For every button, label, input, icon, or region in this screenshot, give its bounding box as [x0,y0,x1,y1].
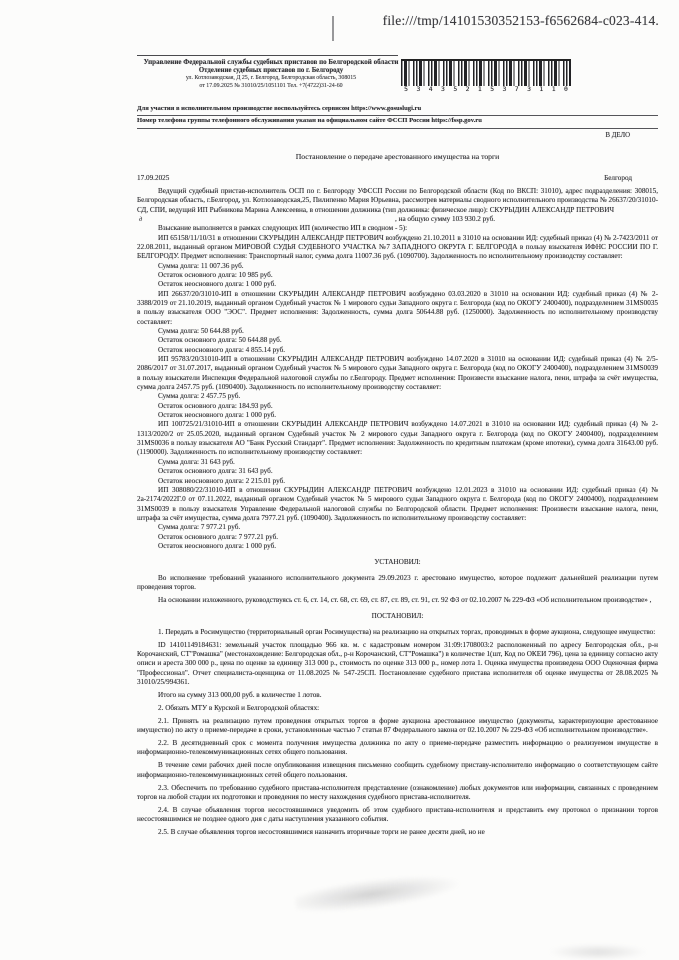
redaction-mark: д [139,215,143,223]
ip-debt-main: Остаток основного долга: 7 977.21 руб. [158,532,279,541]
ip-debt-other: Остаток неосновного долга: 1 000 руб. [158,411,277,420]
scan-smudge [548,944,648,960]
ip-block [137,355,658,420]
in-case-stamp: В ДЕЛО [605,131,630,139]
ip-debt-other: Остаток неосновного долга: 2 215.01 руб. [158,476,286,485]
letterhead [137,57,658,103]
postanovil-item: 2. Обязать МТУ в Курской и Белгородской областях: [158,703,320,712]
ustanovil-heading: УСТАНОВИЛ: [374,558,421,567]
org-name: Управление Федеральной службы судебных приставов по Белгородской области [143,58,399,66]
ip-debt-main: Остаток основного долга: 31 643 руб. [158,467,273,476]
org-address: ул. Котлозаводская, Д 25, г. Белгород, Белгородская область, 308015 [185,75,357,82]
ip-block [137,290,658,355]
postanovil-heading: ПОСТАНОВИЛ: [371,612,424,621]
scan-smudge [294,868,466,918]
postanovil-item: 2.3. Обеспечить по требованию судебного пристава-исполнителя представление (ознакомление) любых документов или информации, связанных с проведением торгов на любой стадии их подготовки и проведения по месту нахождения судебного пристава-исполнителя. [137,783,658,801]
total-debt-sum: , на общую сумму 103 930.2 руб. [395,214,496,223]
ip-debt-total: Сумма долга: 7 977.21 руб. [158,523,241,532]
ip-debt-other: Остаток неосновного долга: 4 855.14 руб. [158,345,286,354]
postanovil-item: 1. Передать в Росимущество (территориальный орган Росимущества) на реализацию на открытых торгах, проводимых в форме аукциона, следующее имущество: [158,627,656,636]
intro-paragraph: Ведущий судебный пристав-исполнитель ОСП по г. Белгороду УФССП России по Белгородской области (Код по ВКСП: 31010), адрес подразделения: 308015, Белгородская область, г.Белгород, ул. Котлозаводская,25, Пилипенко Мария Юрьевна, рассмотрев материалы сводного исполнительного производства № 26637/20/31010-СД, СПИ, ведущий ИП Рыбникова Марина Алексеевна, в отношении должника (тип должника: физическое лицо): СКУРЫДИН АЛЕКСАНДР ПЕТРОВИЧ [137,186,658,214]
ip-debt-total: Сумма долга: 2 457.75 руб. [158,392,241,401]
redacted-line [137,215,658,224]
ip-debt-main: Остаток основного долга: 184.93 руб. [158,401,273,410]
ip-debt-other: Остаток неосновного долга: 1 000 руб. [158,541,277,550]
ip-count-line: Взыскание выполняется в рамках следующих ИП (количество ИП в сводном - 5): [158,224,408,233]
barcode [401,59,571,94]
document-city: Белгород [604,173,632,182]
ip-text: ИП 100725/21/31010-ИП в отношении СКУРЫДИН АЛЕКСАНДР ПЕТРОВИЧ возбуждено 14.07.2021 в 31010 на основании ИД: судебный приказ (4) № 2-1313/2020/2 от 25.05.2020, выданный органом Судебный участок № 2 мирового судьи Западного округа г. Белгорода (код по ОКОГУ 2400400), подразделением 31MS0036 в пользу взыскателя АО "Банк Русский Стандарт". Предмет исполнения: Задолженность по кредитным платежам (кроме ипотеки), сумма долга 31643.00 руб. (1190000). Задолженность по исполнительному производству составляет: [137,420,658,457]
gosuslugi-notice: Для участия в исполнительном производстве воспользуйтесь сервисом https://www.gosuslugi.ru [137,103,658,116]
postanovil-item: 2.1. Принять на реализацию путем проведения открытых торгов в форме аукциона арестованное имущество (документы, характеризующие арестованное имущество) по акту о приеме-передаче в сроки, установленные частью 7 статьи 87 Федерального закона от 02.10.2007 № 229-ФЗ «Об исполнительном производстве». [137,716,658,735]
letterhead-org-block [137,58,405,90]
print-file-url: file:///tmp/14101530352153-f6562684-c023-414. [382,13,659,28]
ip-block [137,486,658,551]
ip-text: ИП 308080/22/31010-ИП в отношении СКУРЫДИН АЛЕКСАНДР ПЕТРОВИЧ возбуждено 12.01.2023 в 31010 на основании ИД: судебный приказ (4) № 2а-2174/2022Г.0 от 07.11.2022, выданный органом Судебный участок № 5 мирового судьи Западного округа г. Белгорода (код по ОКОГУ 2400400), подразделением 31MS0039 в пользу взыскателя Управление Федеральной налоговой службы по Белгородской области. Предмет исполнения: Произвести взыскание налога, пени, штрафа за счёт имущества, сумма долга 7977.21 руб. (1090400). Задолженность по исполнительному производству составляет: [137,485,658,522]
phone-notice: Номер телефона группы телефонного обслуживания указан на официальном сайте ФССП России https://fssp.gov.ru [137,116,658,129]
barcode-digits: 5 3 4 3 5 2 1 5 3 7 3 1 1 0 [404,85,568,93]
document-date: 17.09.2025 [137,173,170,182]
ip-text: ИП 65158/11/10/31 в отношении СКУРЫДИН АЛЕКСАНДР ПЕТРОВИЧ возбуждено 21.10.2011 в 31010 на основании ИД: судебный приказ (4) № 2-7423/2011 от 22.08.2011, выданный органом МИРОВОЙ СУДЬЯ СУДЕБНОГО УЧАСТКА №7 ЗАПАДНОГО ОКРУГА Г. БЕЛГОРОДА в пользу взыскателя ИФНС РОССИИ ПО Г. БЕЛГОРОДУ. Предмет исполнения: Транспортный налог, сумма долга 11007.36 руб. (1090700). Задолженность по исполнительному производству составляет: [137,233,658,261]
postanovil-item: 2.5. В случае объявления торгов несостоявшимися назначить вторичные торги не ранее десяти дней, но не [158,828,485,837]
ip-debt-other: Остаток неосновного долга: 1 000 руб. [158,280,277,289]
ustanovil-paragraph: Во исполнение требований указанного исполнительного документа 29.09.2023 г. арестовано имущество, которое подлежит дальнейшей реализации путем проведения торгов. [137,573,658,591]
document-title: Постановление о передаче арестованного имущества на торги [295,152,500,162]
postanovil-item: ID 14101149184631: земельный участок площадью 966 кв. м. с кадастровым номером 31:09:1708003:2 расположенный по адресу Белгородская обл., р-н Корочанский, СТ"Ромашка" (местонахождение: Белгородская обл., р-н Корочанский, СТ"Ромашка") в количестве 1(шт, Код по ОКЕИ 796), цена за единицу согласно акту описи и ареста 300 000 р., цена по оценке за единицу 313 000 р., стоимость по оценке 313 000 р., номер лота 1. Оценка имущества произведена ООО Оценочная фирма "Профессионал". Отчет специалиста-оценщика от 11.08.2025 № 547-25СП. Постановление судебного пристава исполнителя об оценке имущества от 28.08.2025 № 31010/25/994361. [137,640,658,686]
ip-block [137,420,658,485]
letterhead-top-rule [137,55,398,56]
ip-debt-main: Остаток основного долга: 10 985 руб. [158,270,273,279]
ip-debt-total: Сумма долга: 31 643 руб. [158,457,235,466]
document-page [137,55,658,837]
postanovil-item: Итого на сумму 313 000,00 руб. в количестве 1 лотов. [158,690,322,699]
ip-debt-total: Сумма долга: 11 007.36 руб. [158,261,244,270]
date-line [137,174,658,183]
ip-text: ИП 95783/20/31010-ИП в отношении СКУРЫДИН АЛЕКСАНДР ПЕТРОВИЧ возбуждено 14.07.2020 в 31010 на основании ИД: судебный приказ (4) № 2/5-2086/2017 от 31.07.2017, выданный органом Судебный участок № 5 мирового судьи Западного округа г. Белгорода (код по ОКОГУ 2400400), подразделением 31MS0039 в пользу взыскатели Инспекция Федеральной налоговой службы по г.Белгороду. Предмет исполнения: Произвести взыскание налога, пени, штрафа за счёт имущества, сумма долга 2457.75 руб. (1090400). Задолженность по исполнительному производству составляет: [137,355,658,392]
doc-reference-number: от 17.09.2025 № 31010/25/1051101 Тел. +7(4722)31-24-60 [199,82,343,89]
org-division: Отделение судебных приставов по г. Белгороду [198,66,344,74]
postanovil-item: В течение семи рабочих дней после опубликования извещения письменно сообщить судебному приставу-исполнителю информацию о соответствующем сайте информационно-телекоммуникационных сетей общего пользования. [137,761,658,779]
ip-text: ИП 26637/20/31010-ИП в отношении СКУРЫДИН АЛЕКСАНДР ПЕТРОВИЧ возбуждено 03.03.2020 в 31010 на основании ИД: судебный приказ (4) № 2-3388/2019 от 21.10.2019, выданный органом Судебный участок № 1 мирового судьи Западного округа г. Белгорода (код по ОКОГУ 2400400), подразделением 31MS0035 в пользу взыскателя ООО "ЭОС". Предмет исполнения: Задолженность, сумма долга 50644.88 руб. (1250000). Задолженность по исполнительному производству составляет: [137,289,658,326]
barcode-bars [401,59,571,86]
scan-artifact-mark [332,16,334,41]
postanovil-item: 2.4. В случае объявления торгов несостоявшимися уведомить об этом судебного пристава-исполнителя и представить ему протокол о признании торгов несостоявшимися не позднее одного дня с даты наступления указанного события. [137,805,658,824]
ustanovil-paragraph: На основании изложенного, руководствуясь ст. 6, ст. 14, ст. 68, ст. 69, ст. 87, ст. 89, ст. 91, ст. 92 ФЗ от 02.10.2007 № 229-ФЗ «Об исполнительном производстве» , [158,595,652,604]
ip-debt-total: Сумма долга: 50 644.88 руб. [158,327,244,335]
postanovil-item: 2.2. В десятидневный срок с момента получения имущества должника по акту о приеме-передаче разместить информацию о реализуемом имуществе в информационно-телекоммуникационных сетях общего пользования. [137,738,658,757]
ip-block [137,234,658,290]
ip-debt-main: Остаток основного долга: 50 644.88 руб. [158,336,282,345]
